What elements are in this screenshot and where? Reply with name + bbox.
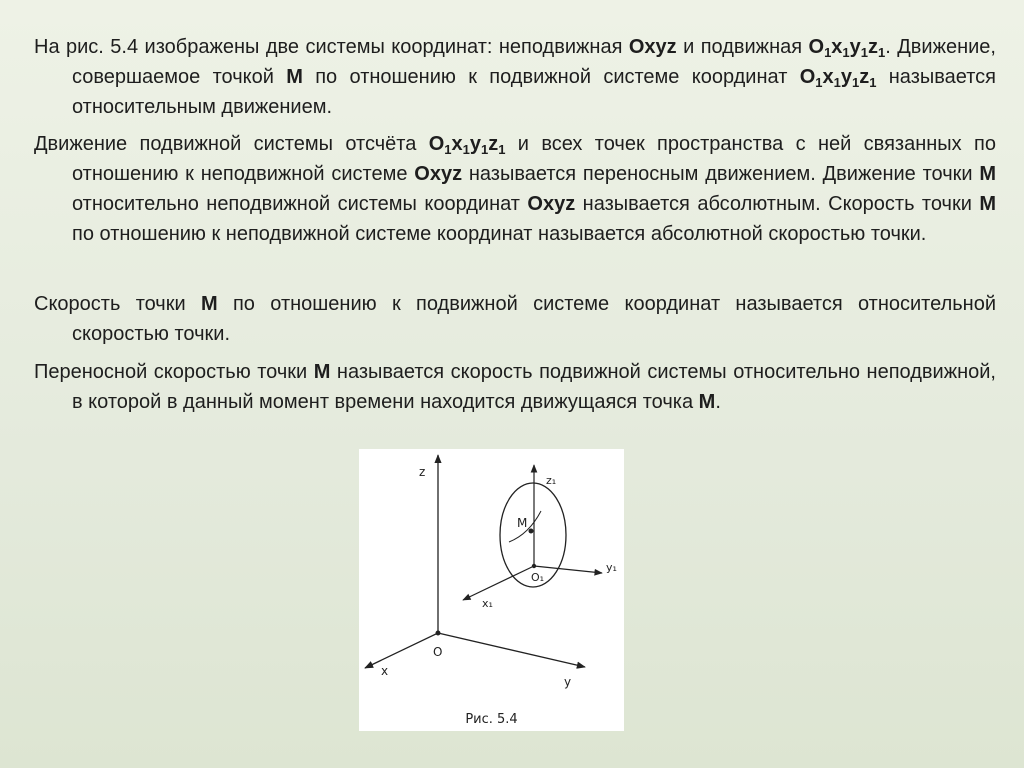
label-m: M (517, 516, 528, 530)
point-symbol: M (979, 193, 996, 215)
coordinate-systems-diagram (359, 449, 624, 731)
label-o: O (433, 645, 443, 659)
moving-system-symbol: $O_1x_1y_1z_1$ (808, 36, 886, 60)
figure-5-4 (359, 449, 624, 731)
y-axis (438, 633, 585, 667)
label-y1: y₁ (606, 561, 617, 574)
moving-system-symbol: $O_1x_1y_1z_1$ (799, 66, 877, 90)
label-z: z (419, 465, 426, 479)
paragraph-1: На рис. 5.4 изображены две системы координат: неподвижная Oxyz и подвижная $O_1x_1y_1z_1$. Движение, совершаемое точкой M по отношению к подвижной системе координат $O_1x_1y_1z_1$ называется относительным движением. (34, 36, 996, 118)
label-y: y (564, 675, 572, 689)
x1-axis (463, 566, 534, 600)
point-m (529, 529, 534, 534)
figure-caption: Рис. 5.4 (465, 712, 518, 727)
fixed-system-symbol: Oxyz (414, 163, 463, 185)
origin-o1-point (532, 564, 536, 568)
x-axis (365, 633, 438, 668)
point-symbol: M (313, 361, 331, 383)
fixed-system-symbol: Oxyz (628, 36, 677, 58)
label-o1: O₁ (531, 571, 545, 584)
paragraph-2: Движение подвижной системы отсчёта $O_1x_1y_1z_1$ и всех точек пространства с ней связанных по отношению к неподвижной системе Oxyz называется переносным движением. Движение точки M относительно неподвижной системы координат Oxyz называется абсолютным. Скорость точки M по отношению к неподвижной системе координат называется абсолютной скоростью точки. (34, 133, 997, 245)
point-symbol: M (979, 163, 997, 185)
paragraph-4: Переносной скоростью точки M называется скорость подвижной системы относительно неподвижной, в которой в данный момент времени находится движущаяся точка M. (34, 361, 996, 413)
point-symbol: M (698, 391, 716, 413)
point-symbol: M (286, 66, 303, 88)
label-x: x (381, 664, 389, 678)
origin-o-point (436, 631, 441, 636)
y1-axis (534, 566, 602, 573)
moving-system-symbol: $O_1x_1y_1z_1$ (428, 133, 506, 157)
paragraph-3: Скорость точки M по отношению к подвижной системе координат называется относительной скоростью точки. (34, 293, 996, 345)
label-x1: x₁ (482, 597, 493, 610)
label-z1: z₁ (546, 474, 557, 487)
point-symbol: M (200, 293, 218, 315)
fixed-system-symbol: Oxyz (527, 193, 576, 215)
